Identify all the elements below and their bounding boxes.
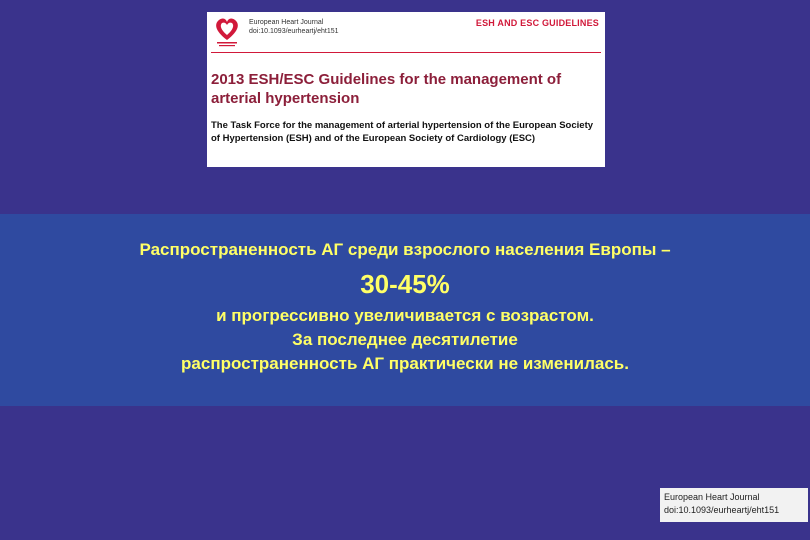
guidelines-tag: ESH AND ESC GUIDELINES	[475, 18, 599, 28]
journal-doi: doi:10.1093/eurheartj/eht151	[249, 28, 339, 35]
guideline-title: 2013 ESH/ESC Guidelines for the management of arterial hypertension	[211, 71, 562, 107]
footer-doi: doi:10.1093/eurheartj/eht151	[664, 505, 780, 515]
heart-logo-icon	[211, 14, 243, 48]
statement-line-4: распространенность АГ практически не изменилась.	[181, 354, 629, 373]
journal-info	[249, 18, 339, 36]
header-divider	[211, 52, 601, 53]
footer-journal: European Heart Journal	[664, 492, 760, 502]
statement-text	[0, 238, 810, 376]
guideline-subtitle: The Task Force for the management of arterial hypertension of the European Society of Hypertension (ESH) and of the European Society of Cardiology (ESC)	[211, 120, 594, 144]
statement-line-1: Распространенность АГ среди взрослого населения Европы –	[139, 240, 671, 259]
statement-line-2: и прогрессивно увеличивается с возрастом.	[216, 306, 594, 325]
guideline-header-image	[207, 12, 605, 167]
statement-band	[0, 214, 810, 406]
journal-name: European Heart Journal	[249, 19, 324, 26]
prevalence-figure: 30-45%	[360, 269, 450, 299]
statement-line-3: За последнее десятилетие	[292, 330, 518, 349]
footer-citation	[660, 488, 808, 522]
